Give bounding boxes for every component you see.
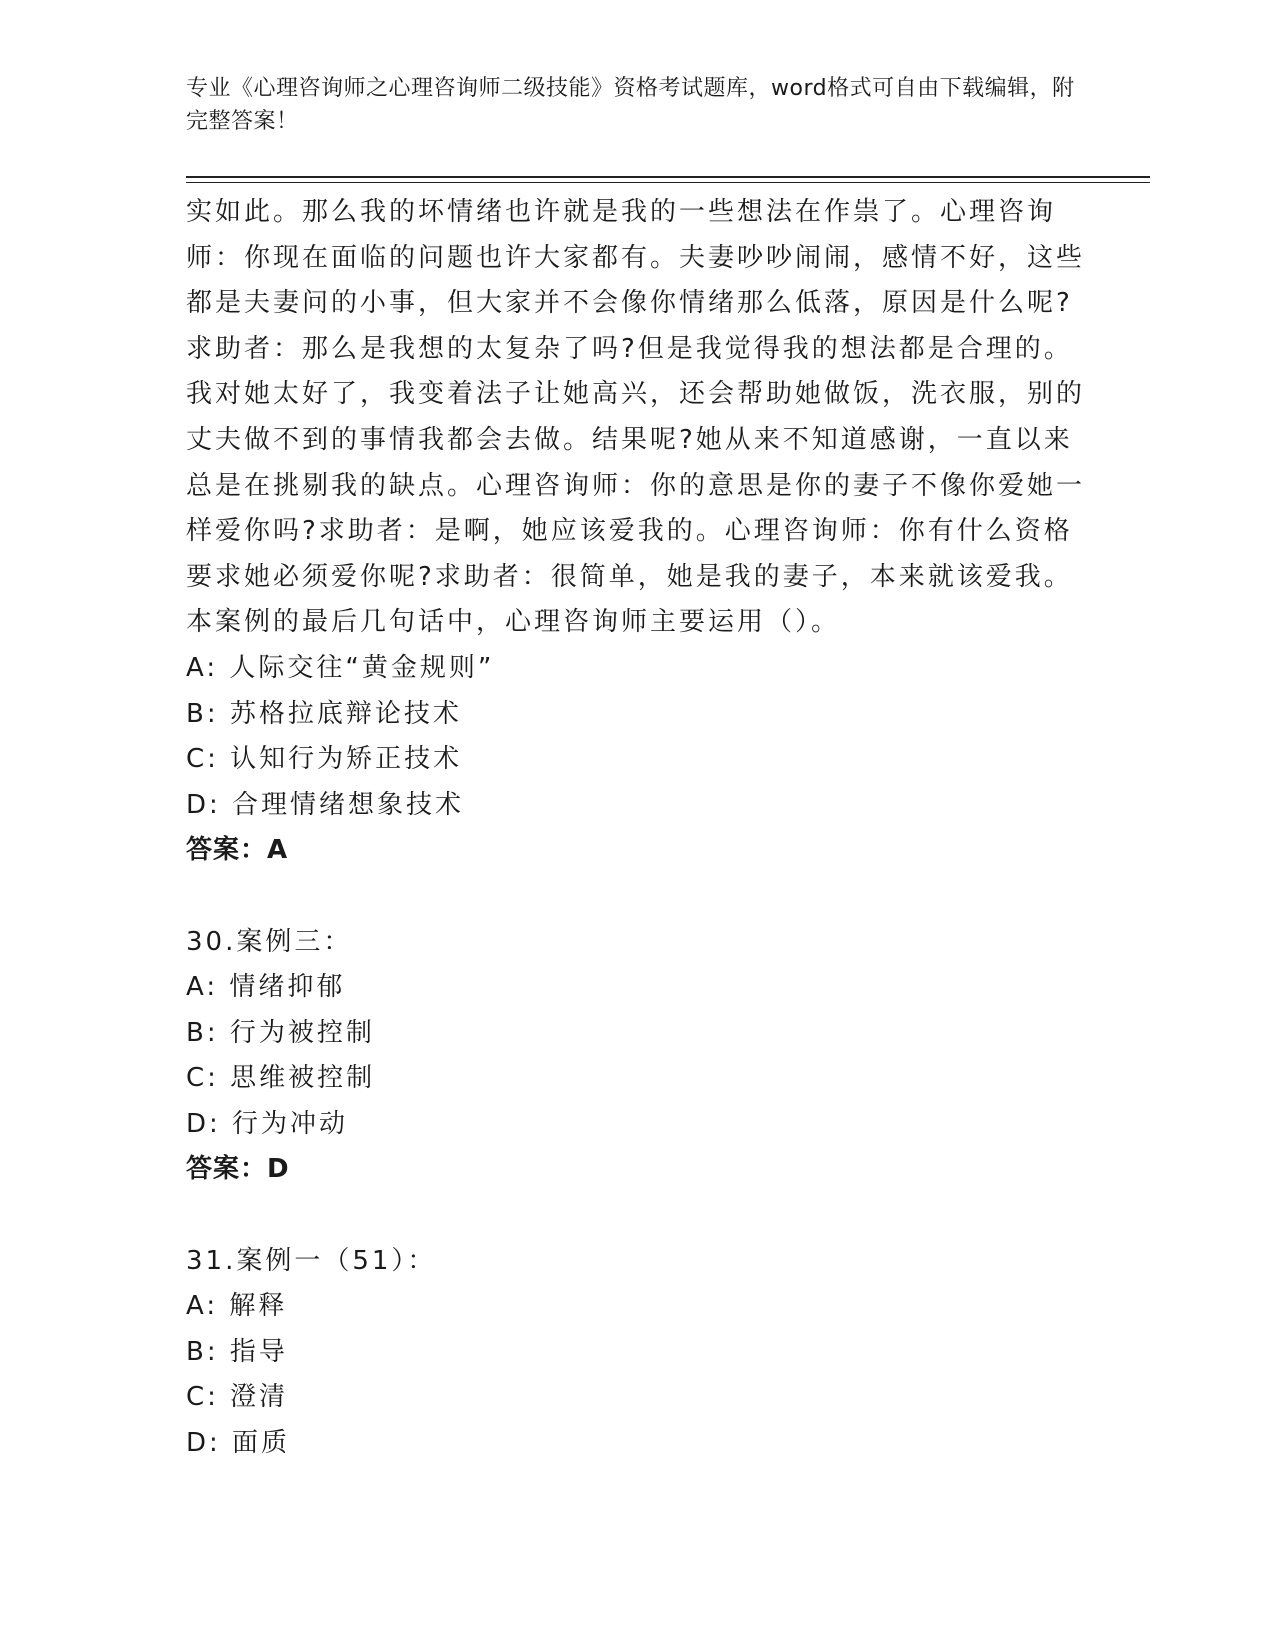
spacer <box>186 874 1086 920</box>
question-30-option-a: A: 情绪抑郁 <box>186 972 346 1003</box>
question-31 <box>186 1239 1086 1467</box>
header-rule-thin <box>186 182 1150 183</box>
question-29-option-b: B: 苏格拉底辩论技术 <box>186 698 462 729</box>
question-30-option-d: D: 行为冲动 <box>186 1108 349 1139</box>
question-30-option-c: C: 思维被控制 <box>186 1063 376 1094</box>
question-29-option-a: A: 人际交往“黄金规则” <box>186 652 495 683</box>
header-rule-thick <box>186 176 1150 178</box>
question-30-option-b: B: 行为被控制 <box>186 1017 375 1048</box>
question-31-option-c: C: 澄清 <box>186 1382 289 1413</box>
question-31-option-d: D: 面质 <box>186 1428 291 1459</box>
question-29-option-c: C: 认知行为矫正技术 <box>186 744 463 775</box>
question-29-option-d: D: 合理情绪想象技术 <box>186 789 465 820</box>
question-29-answer: 答案：A <box>186 835 289 866</box>
question-content <box>186 190 1086 1467</box>
spacer <box>186 1193 1086 1239</box>
question-30 <box>186 920 1086 1194</box>
question-30-answer: 答案：D <box>186 1154 290 1185</box>
question-31-option-b: B: 指导 <box>186 1336 288 1367</box>
question-31-option-a: A: 解释 <box>186 1291 288 1322</box>
document-header <box>186 72 1086 138</box>
question-30-title: 30.案例三： <box>186 926 353 957</box>
question-31-title: 31.案例一（51）： <box>186 1245 437 1276</box>
question-29-passage: 实如此。那么我的坏情绪也许就是我的一些想法在作祟了。心理咨询师：你现在面临的问题也许大家都有。夫妻吵吵闹闹，感情不好，这些都是夫妻问的小事，但大家并不会像你情绪那么低落，原因是什么呢?求助者：那么是我想的太复杂了吗?但是我觉得我的想法都是合理的。我对她太好了，我变着法子让她高兴，还会帮助她做饭，洗衣服，别的丈夫做不到的事情我都会去做。结果呢?她从来不知道感谢，一直以来总是在挑剔我的缺点。心理咨询师：你的意思是你的妻子不像你爱她一样爱你吗?求助者：是啊，她应该爱我的。心理咨询师：你有什么资格要求她必须爱你呢?求助者：很简单，她是我的妻子，本来就该爱我。本案例的最后几句话中，心理咨询师主要运用（）。 <box>186 197 1086 638</box>
question-29 <box>186 190 1086 874</box>
header-text: 专业《心理咨询师之心理咨询师二级技能》资格考试题库，word格式可自由下载编辑，附完整答案！ <box>186 76 1075 134</box>
